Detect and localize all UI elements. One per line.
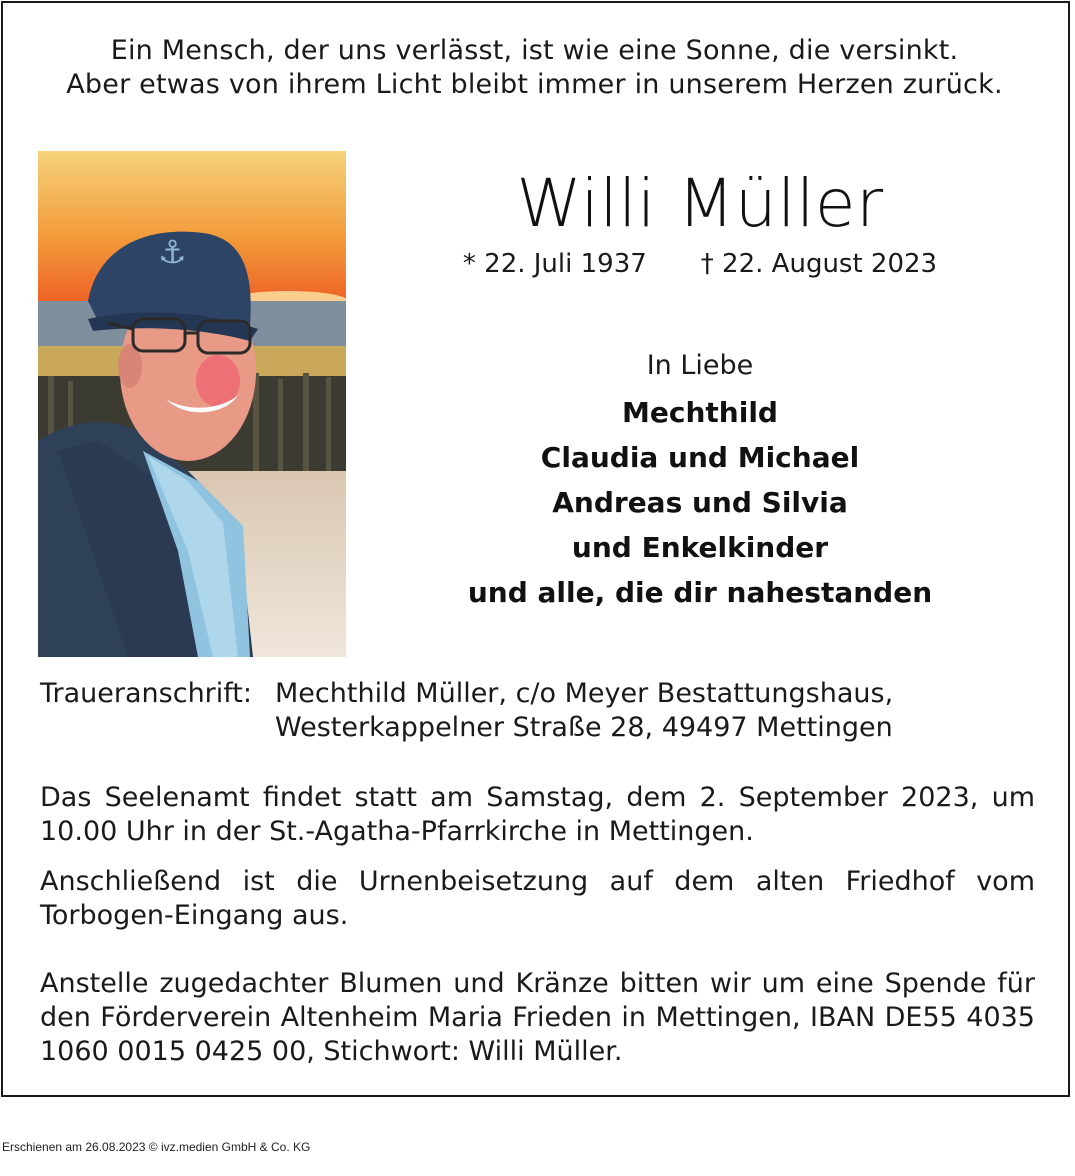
mourner: und Enkelkinder xyxy=(571,531,829,564)
mourner: Andreas und Silvia xyxy=(552,486,848,519)
publication-footer: Erschienen am 26.08.2023 © ivz.medien GmbH & Co. KG xyxy=(2,1140,311,1154)
address-line-2: Westerkappelner Straße 28, 49497 Mettingen xyxy=(275,712,893,743)
deceased-name: Willi Müller xyxy=(516,165,884,242)
motto-line-2: Aber etwas von ihrem Licht bleibt immer in unserem Herzen zurück. xyxy=(66,69,1003,100)
donation-info: Anstelle zugedachter Blumen und Kränze bitten wir um eine Spende für den Förderverein Altenheim Maria Frieden in Mettingen, IBAN DE55 4035 1060 0015 0425 00, Stichwort: Willi Müller. xyxy=(40,968,1035,1067)
life-dates xyxy=(350,247,1050,281)
in-love-heading: In Liebe xyxy=(646,350,754,381)
address-value xyxy=(275,677,893,745)
birth-date: * 22. Juli 1937 xyxy=(462,249,647,279)
requiem-info: Das Seelenamt findet statt am Samstag, dem 2. September 2023, um 10.00 Uhr in der St.-Agatha-Pfarrkirche in Mettingen. xyxy=(40,782,1035,847)
motto-line-1: Ein Mensch, der uns verlässt, ist wie eine Sonne, die versinkt. xyxy=(110,35,959,66)
mourner: und alle, die dir nahestanden xyxy=(467,576,933,609)
mourners-list xyxy=(350,390,1050,615)
mourner: Claudia und Michael xyxy=(540,441,860,474)
address-line-1: Mechthild Müller, c/o Meyer Bestattungshaus, xyxy=(275,678,894,709)
portrait-photo xyxy=(38,151,346,657)
burial-info: Anschließend ist die Urnenbeisetzung auf dem alten Friedhof vom Torbogen-Eingang aus. xyxy=(40,866,1035,931)
death-date: † 22. August 2023 xyxy=(700,249,938,279)
svg-text:⚓: ⚓ xyxy=(158,233,187,271)
mourner: Mechthild xyxy=(622,396,778,429)
motto xyxy=(0,34,1069,102)
address-label: Traueranschrift: xyxy=(40,678,252,709)
